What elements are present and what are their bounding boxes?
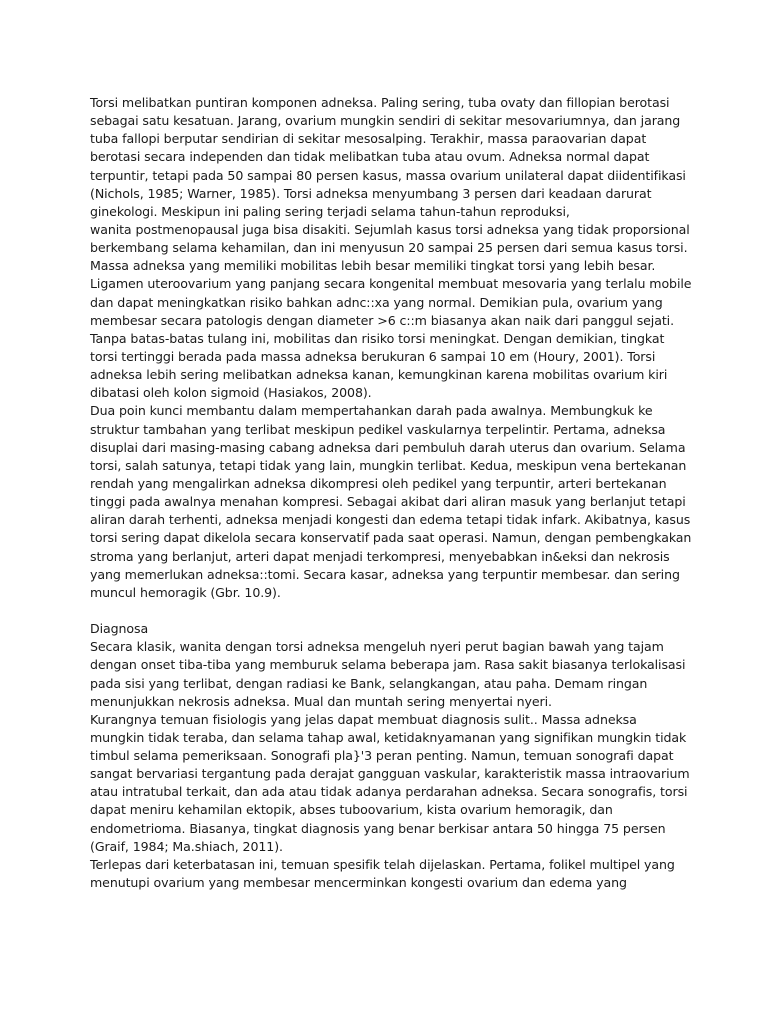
text-line: disuplai dari masing-masing cabang adneksa dari pembuluh darah uterus dan ovarium. Selama xyxy=(90,439,686,455)
text-line: tuba fallopi berputar sendirian di sekitar mesosalping. Terakhir, massa paraovarian dapat xyxy=(90,131,647,147)
text-line: sangat bervariasi tergantung pada derajat gangguan vaskular, karakteristik massa intraovarium xyxy=(90,766,690,782)
text-line: ginekologi. Meskipun ini paling sering terjadi selama tahun-tahun reproduksi, xyxy=(90,203,570,219)
text-line: dapat meniru kehamilan ektopik, abses tuboovarium, kista ovarium hemoragik, dan xyxy=(90,802,613,818)
paragraph-diagnosis-difficulty xyxy=(90,711,690,856)
text-line: yang memerlukan adneksa::tomi. Secara kasar, adneksa yang terpuntir membesar. dan sering xyxy=(90,566,680,582)
paragraph-specific-findings xyxy=(90,856,690,892)
text-line: struktur tambahan yang terlibat meskipun pedikel vaskularnya terpelintir. Pertama, adneksa xyxy=(90,421,666,437)
text-line: dengan onset tiba-tiba yang memburuk selama beberapa jam. Rasa sakit biasanya terlokalisasi xyxy=(90,657,686,673)
text-line: adneksa lebih sering melibatkan adneksa kanan, kemungkinan karena mobilitas ovarium kiri xyxy=(90,367,668,383)
text-line: mungkin tidak teraba, dan selama tahap awal, ketidaknyamanan yang signifikan mungkin tidak xyxy=(90,729,687,745)
text-line: Ligamen uteroovarium yang panjang secara kongenital membuat mesovaria yang terlalu mobile xyxy=(90,276,692,292)
paragraph-blood-supply xyxy=(90,402,690,602)
text-line: aliran darah terhenti, adneksa menjadi kongesti dan edema tetapi tidak infark. Akibatnya, kasus xyxy=(90,512,691,528)
text-line: dan dapat meningkatkan risiko bahkan adnc::xa yang normal. Demikian pula, ovarium yang xyxy=(90,294,663,310)
document-body xyxy=(90,94,690,892)
text-line: Tanpa batas-batas tulang ini, mobilitas dan risiko torsi meningkat. Dengan demikian, tingkat xyxy=(90,330,665,346)
text-line: Massa adneksa yang memiliki mobilitas lebih besar memiliki tingkat torsi yang lebih besar. xyxy=(90,258,656,274)
text-line: torsi sering dapat dikelola secara konservatif pada saat operasi. Namun, dengan pembengkakan xyxy=(90,530,692,546)
text-line: stroma yang berlanjut, arteri dapat menjadi terkompresi, menyebabkan in&eksi dan nekrosis xyxy=(90,548,670,564)
text-line: terpuntir, tetapi pada 50 sampai 80 persen kasus, massa ovarium unilateral dapat diidentifikasi xyxy=(90,167,686,183)
text-line: Secara klasik, wanita dengan torsi adneksa mengeluh nyeri perut bagian bawah yang tajam xyxy=(90,639,664,655)
text-line: membesar secara patologis dengan diameter >6 c::m biasanya akan naik dari panggul sejati. xyxy=(90,312,674,328)
text-line: berkembang selama kehamilan, dan ini menyusun 20 sampai 25 persen dari semua kasus torsi. xyxy=(90,240,688,256)
section-heading-diagnosa: Diagnosa xyxy=(90,621,149,637)
text-line: (Graif, 1984; Ma.shiach, 2011). xyxy=(90,838,283,854)
text-line: menutupi ovarium yang membesar mencerminkan kongesti ovarium dan edema yang xyxy=(90,875,627,891)
text-line: torsi, salah satunya, tetapi tidak yang lain, mungkin terlibat. Kedua, meskipun vena bertekanan xyxy=(90,457,687,473)
text-line: Kurangnya temuan fisiologis yang jelas dapat membuat diagnosis sulit.. Massa adneksa xyxy=(90,711,637,727)
paragraph-gap xyxy=(90,602,690,620)
text-line: torsi tertinggi berada pada massa adneksa berukuran 6 sampai 10 em (Houry, 2001). Torsi xyxy=(90,348,656,364)
text-line: berotasi secara independen dan tidak melibatkan tuba atau ovum. Adneksa normal dapat xyxy=(90,149,650,165)
text-line: menunjukkan nekrosis adneksa. Mual dan muntah sering menyertai nyeri. xyxy=(90,693,552,709)
text-line: wanita postmenopausal juga bisa disakiti. Sejumlah kasus torsi adneksa yang tidak proporsional xyxy=(90,221,690,237)
text-line: rendah yang mengalirkan adneksa dikompresi oleh pedikel yang terpuntir, arteri bertekanan xyxy=(90,475,667,491)
text-line: muncul hemoragik (Gbr. 10.9). xyxy=(90,584,281,600)
text-line: timbul selama pemeriksaan. Sonografi pla}'3 peran penting. Namun, temuan sonografi dapat xyxy=(90,748,674,764)
paragraph-torsi-intro xyxy=(90,94,690,402)
text-line: dibatasi oleh kolon sigmoid (Hasiakos, 2008). xyxy=(90,385,372,401)
text-line: Torsi melibatkan puntiran komponen adneksa. Paling sering, tuba ovaty dan fillopian berotasi xyxy=(90,95,670,110)
text-line: Terlepas dari keterbatasan ini, temuan spesifik telah dijelaskan. Pertama, folikel multipel yang xyxy=(90,856,675,872)
text-line: atau intratubal terkait, dan ada atau tidak adanya perdarahan adneksa. Secara sonografis, torsi xyxy=(90,784,688,800)
paragraph-symptoms xyxy=(90,638,690,711)
text-line: Dua poin kunci membantu dalam mempertahankan darah pada awalnya. Membungkuk ke xyxy=(90,403,653,419)
text-line: endometrioma. Biasanya, tingkat diagnosis yang benar berkisar antara 50 hingga 75 persen xyxy=(90,820,666,836)
text-line: (Nichols, 1985; Warner, 1985). Torsi adneksa menyumbang 3 persen dari keadaan darurat xyxy=(90,185,652,201)
text-line: tinggi pada awalnya menahan kompresi. Sebagai akibat dari aliran masuk yang berlanjut tetapi xyxy=(90,494,686,510)
text-line: pada sisi yang terlibat, dengan radiasi ke Bank, selangkangan, atau paha. Demam ringan xyxy=(90,675,648,691)
text-line: sebagai satu kesatuan. Jarang, ovarium mungkin sendiri di sekitar mesovariumnya, dan jarang xyxy=(90,113,681,129)
